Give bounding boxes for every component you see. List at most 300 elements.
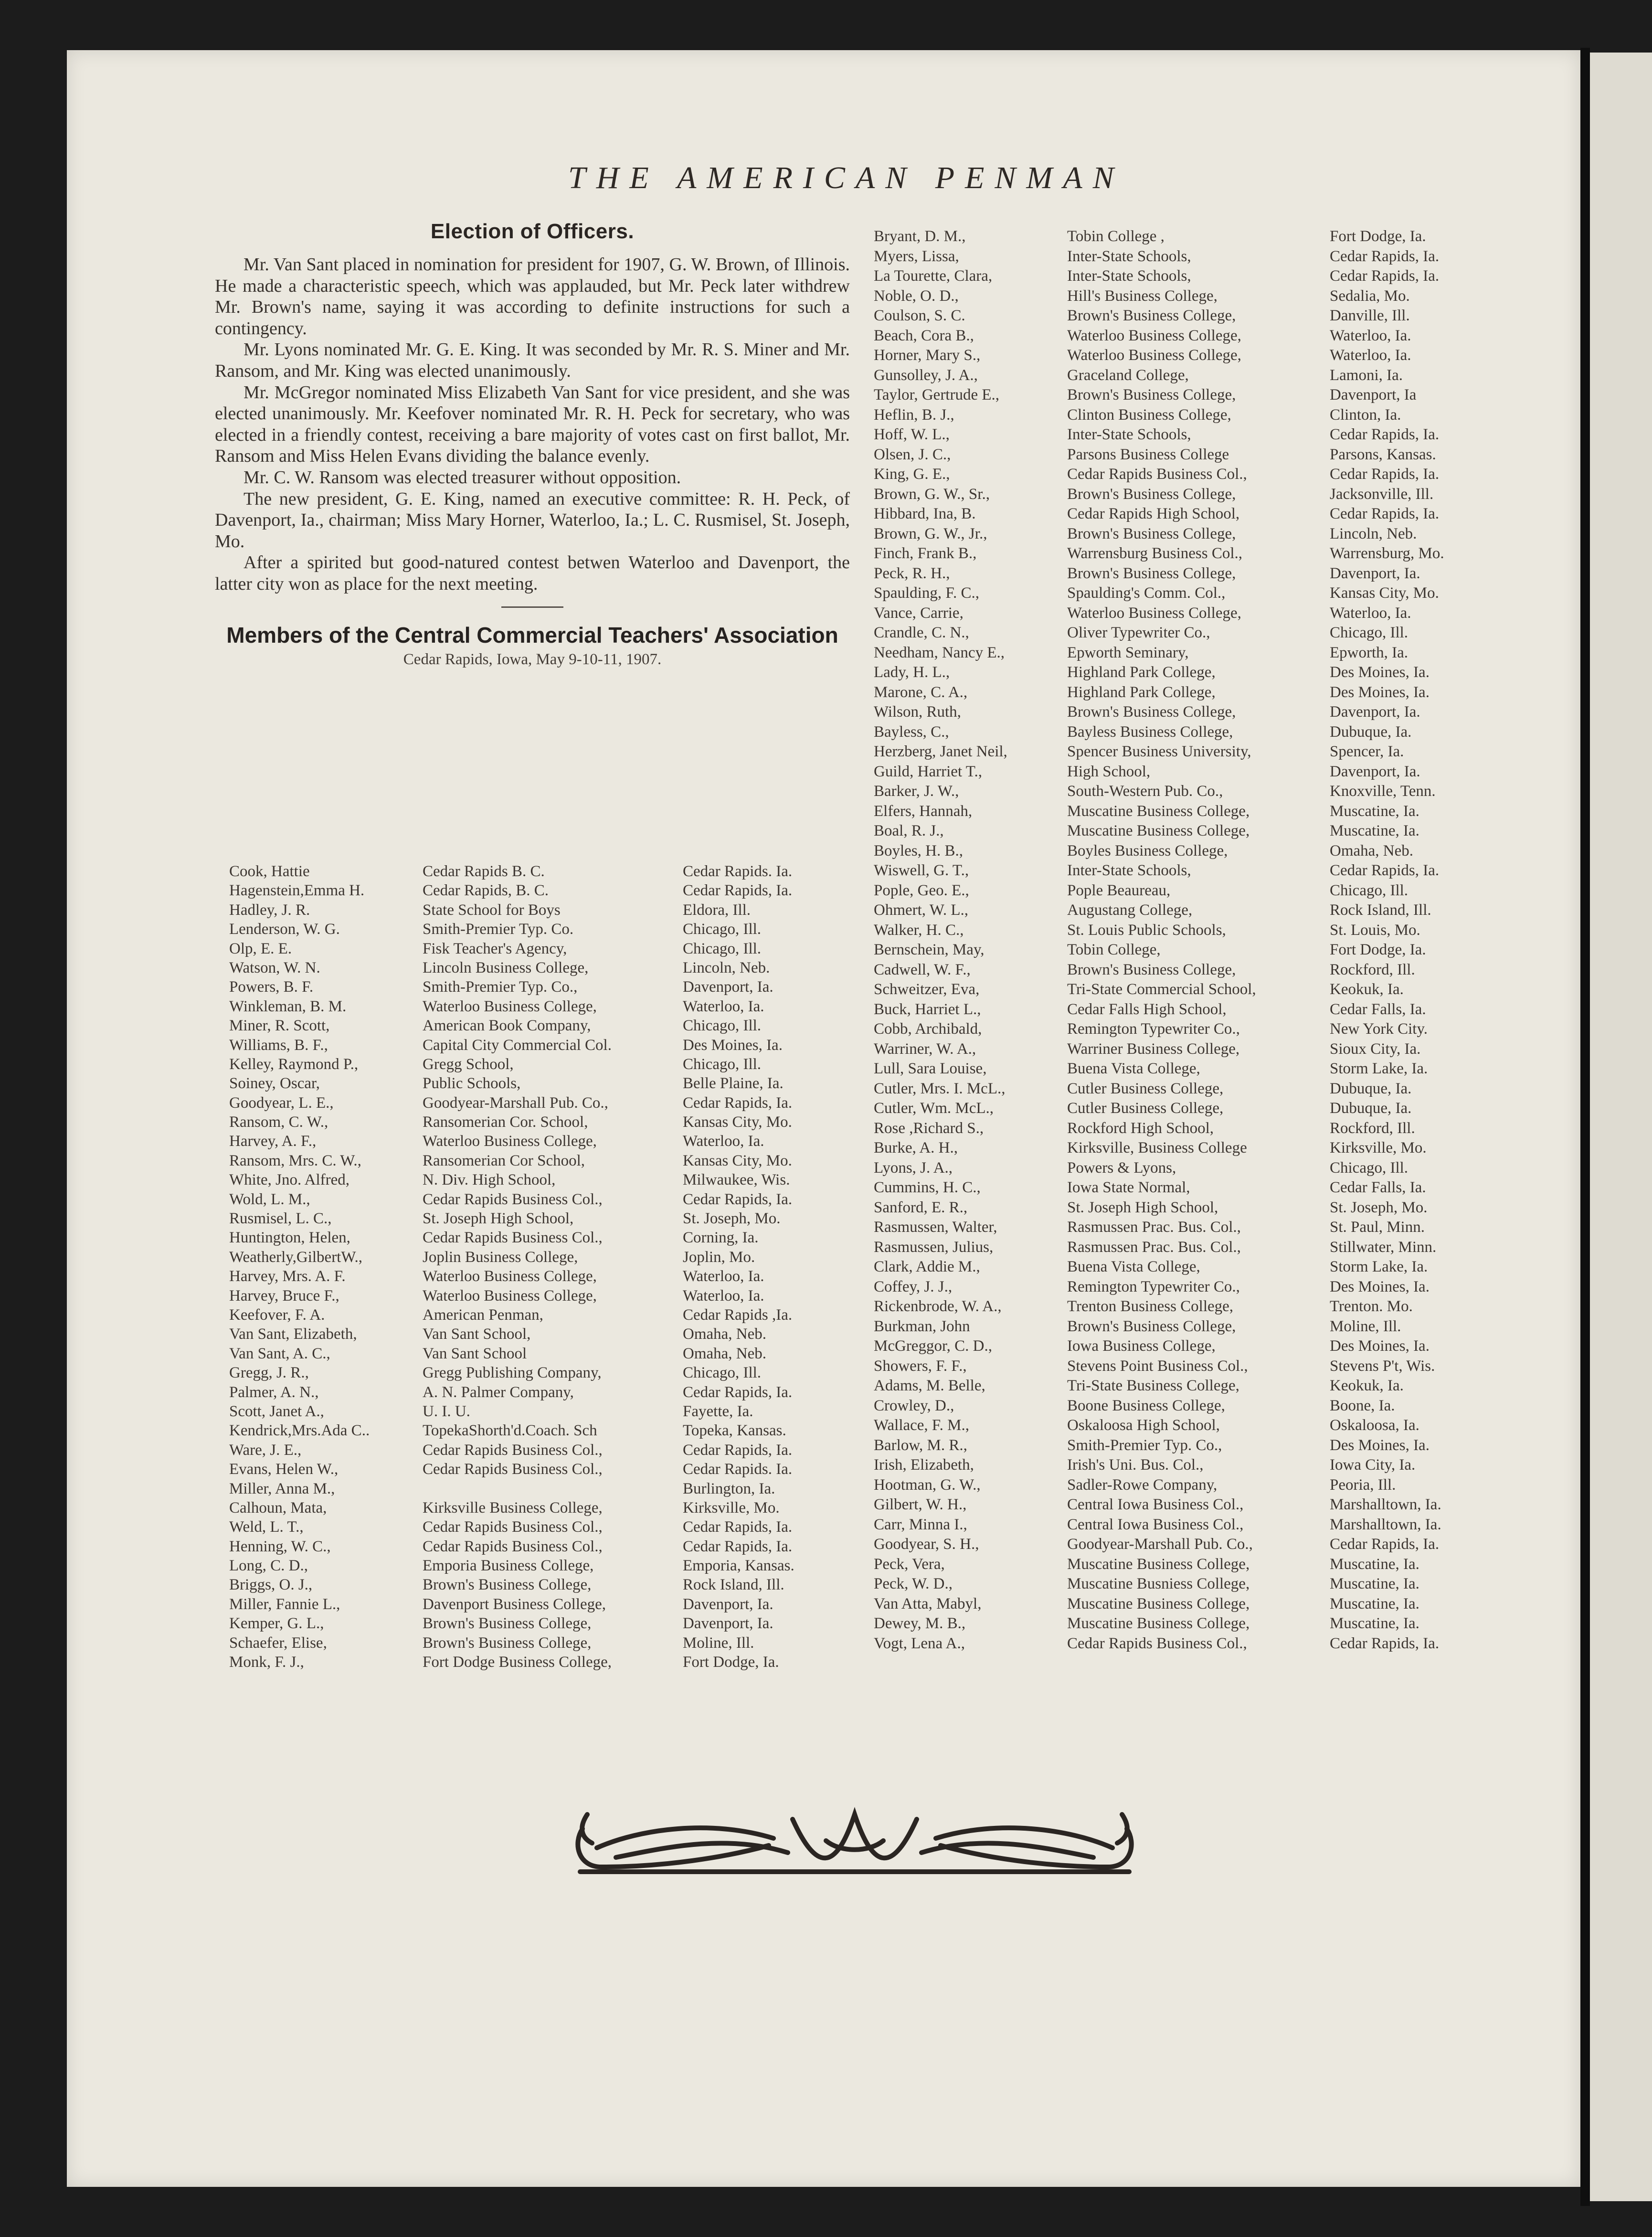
member-location: Cedar Rapids, Ia. (1330, 267, 1440, 285)
member-location: Cedar Rapids, Ia. (683, 1383, 793, 1401)
member-location: Waterloo, Ia. (1330, 327, 1411, 344)
member-name: Crowley, D., (874, 1397, 954, 1414)
member-name: Watson, W. N. (229, 959, 320, 976)
member-location: Omaha, Neb. (1330, 842, 1414, 859)
member-name: Weld, L. T., (229, 1518, 304, 1536)
member-location: Rock Island, Ill. (1330, 901, 1431, 919)
member-row (874, 504, 1490, 524)
member-row (229, 1498, 850, 1517)
member-name: Bayless, C., (874, 723, 949, 741)
member-row (229, 1248, 850, 1267)
member-row (229, 881, 850, 900)
member-name: Horner, Mary S., (874, 347, 981, 364)
member-row (229, 1151, 850, 1170)
member-institution: Waterloo Business College, (423, 997, 597, 1015)
member-name: Spaulding, F. C., (874, 584, 980, 602)
member-row (874, 544, 1490, 564)
member-row (229, 1614, 850, 1633)
member-institution: Brown's Business College, (1067, 525, 1236, 542)
member-name: Williams, B. F., (229, 1036, 328, 1054)
member-row (874, 980, 1490, 1000)
member-institution: Highland Park College, (1067, 664, 1216, 681)
member-institution: Brown's Business College, (1067, 386, 1236, 403)
member-name: Harvey, A. F., (229, 1133, 317, 1150)
member-institution: Tobin College , (1067, 228, 1165, 245)
member-row (229, 939, 850, 958)
member-location: Davenport, Ia. (1330, 703, 1420, 721)
member-row (874, 940, 1490, 960)
member-institution: Fort Dodge Business College, (423, 1654, 612, 1671)
member-name: Henning, W. C., (229, 1537, 331, 1555)
member-row (874, 1436, 1490, 1456)
member-location: Cedar Rapids, Ia. (683, 882, 793, 900)
member-institution: Tobin College, (1067, 941, 1161, 958)
members-title: Members of the Central Commercial Teachers' Association (226, 622, 838, 647)
member-location: Storm Lake, Ia. (1330, 1060, 1428, 1077)
member-name: Burke, A. H., (874, 1139, 958, 1156)
member-institution: Cutler Business College, (1067, 1080, 1224, 1097)
member-name: Carr, Minna I., (874, 1516, 967, 1533)
member-row (874, 1238, 1490, 1258)
member-name: La Tourette, Clara, (874, 267, 993, 285)
member-institution: Davenport Business College, (423, 1595, 606, 1613)
election-paragraph: Mr. Lyons nominated Mr. G. E. King. It was seconded by Mr. R. S. Miner and Mr. Ransom, and Mr. King was elected unanimously. (215, 339, 850, 381)
member-institution: Buena Vista College, (1067, 1060, 1200, 1077)
member-institution: Muscatine Business College, (1067, 1615, 1250, 1632)
member-location: Chicago, Ill. (1330, 1159, 1408, 1177)
member-location: Eldora, Ill. (683, 901, 751, 919)
member-name: Winkleman, B. M. (229, 997, 347, 1015)
member-row (874, 385, 1490, 405)
member-location: Knoxville, Tenn. (1330, 783, 1436, 800)
member-institution: Ransomerian Cor School, (423, 1152, 585, 1169)
member-name: Kemper, G. L., (229, 1615, 324, 1633)
member-location: Fayette, Ia. (683, 1402, 753, 1420)
member-row (874, 564, 1490, 584)
member-location: Waterloo, Ia. (1330, 347, 1411, 364)
member-name: Van Atta, Mabyl, (874, 1595, 982, 1612)
member-row (229, 1113, 850, 1132)
member-row (874, 663, 1490, 683)
member-row (229, 1402, 850, 1421)
member-name: Olsen, J. C., (874, 445, 951, 463)
member-location: New York City. (1330, 1020, 1428, 1038)
member-location: Cedar Rapids, Ia. (683, 1190, 793, 1208)
member-institution: Brown's Business College, (1067, 485, 1236, 503)
member-name: Bryant, D. M., (874, 228, 966, 245)
member-name: Warriner, W. A., (874, 1040, 976, 1058)
member-location: St. Louis, Mo. (1330, 921, 1420, 939)
member-row (874, 306, 1490, 326)
member-institution: Brown's Business College, (1067, 1317, 1236, 1335)
member-row (229, 958, 850, 977)
member-name: King, G. E., (874, 466, 950, 483)
member-location: Stevens P't, Wis. (1330, 1357, 1435, 1375)
member-location: Dubuque, Ia. (1330, 1100, 1412, 1117)
member-location: Cedar Rapids, Ia. (1330, 426, 1440, 443)
member-institution: Remington Typewriter Co., (1067, 1278, 1240, 1295)
member-name: Lyons, J. A., (874, 1159, 953, 1177)
member-row (874, 841, 1490, 861)
member-row (874, 247, 1490, 267)
member-name: McGreggor, C. D., (874, 1337, 992, 1355)
member-location: Peoria, Ill. (1330, 1476, 1396, 1494)
member-institution: Rasmussen Prac. Bus. Col., (1067, 1238, 1241, 1256)
member-row (874, 1455, 1490, 1475)
member-row (229, 1441, 850, 1460)
member-location: Chicago, Ill. (683, 940, 762, 957)
member-name: Miller, Fannie L., (229, 1595, 340, 1613)
member-name: Ransom, Mrs. C. W., (229, 1152, 361, 1169)
member-location: Boone, Ia. (1330, 1397, 1395, 1414)
member-name: Coulson, S. C. (874, 307, 965, 324)
member-row (874, 782, 1490, 802)
member-institution: St. Joseph High School, (423, 1210, 574, 1228)
member-institution: Lincoln Business College, (423, 959, 589, 976)
member-name: Weatherly,GilbertW., (229, 1248, 362, 1266)
members-list-left (229, 862, 850, 1672)
member-location: Sioux City, Ia. (1330, 1040, 1421, 1058)
member-row (874, 1000, 1490, 1020)
member-name: Finch, Frank B., (874, 545, 977, 562)
member-institution: Remington Typewriter Co., (1067, 1020, 1240, 1038)
member-location: Kirksville, Mo. (1330, 1139, 1427, 1156)
member-name: Showers, F. F., (874, 1357, 967, 1375)
member-institution: Gregg School, (423, 1055, 514, 1073)
member-row (874, 1475, 1490, 1495)
member-name: Beach, Cora B., (874, 327, 974, 344)
member-institution: Epworth Seminary, (1067, 644, 1189, 661)
member-name: Pople, Geo. E., (874, 881, 969, 899)
member-institution: Waterloo Business College, (1067, 347, 1241, 364)
member-row (874, 1039, 1490, 1060)
member-name: Heflin, B. J., (874, 406, 954, 424)
member-location: Fort Dodge, Ia. (683, 1654, 779, 1671)
member-row (874, 960, 1490, 980)
member-location: Joplin, Mo. (683, 1248, 755, 1266)
member-row (229, 997, 850, 1016)
member-row (229, 1421, 850, 1440)
member-institution: Muscatine Business College, (1067, 822, 1250, 839)
member-institution: Hill's Business College, (1067, 287, 1218, 305)
member-name: Barlow, M. R., (874, 1436, 967, 1454)
member-institution: South-Western Pub. Co., (1067, 783, 1223, 800)
member-location: Chicago, Ill. (1330, 624, 1408, 641)
member-institution: Waterloo Business College, (423, 1287, 597, 1304)
member-institution: State School for Boys (423, 901, 561, 919)
member-name: Elfers, Hannah, (874, 802, 973, 820)
member-name: Peck, W. D., (874, 1575, 953, 1592)
member-location: Cedar Rapids. Ia. (683, 863, 793, 880)
member-location: Marshalltown, Ia. (1330, 1496, 1441, 1513)
member-location: Cedar Rapids, Ia. (1330, 505, 1440, 522)
member-row (874, 861, 1490, 881)
member-location: Stillwater, Minn. (1330, 1238, 1437, 1256)
member-institution: Cedar Falls High School, (1067, 1000, 1227, 1018)
member-location: Chicago, Ill. (683, 1017, 762, 1035)
member-row (874, 1357, 1490, 1377)
member-name: Huntington, Helen, (229, 1229, 350, 1247)
member-institution: Bayless Business College, (1067, 723, 1233, 741)
member-name: Rasmussen, Julius, (874, 1238, 994, 1256)
member-row (229, 1556, 850, 1575)
member-location: Waterloo, Ia. (1330, 604, 1411, 622)
member-location: Danville, Ill. (1330, 307, 1410, 324)
member-institution: Buena Vista College, (1067, 1258, 1200, 1275)
member-institution: TopekaShorth'd.Coach. Sch (423, 1422, 597, 1440)
member-location: Corning, Ia. (683, 1229, 759, 1247)
member-name: Powers, B. F. (229, 978, 314, 996)
member-name: Cummins, H. C., (874, 1179, 981, 1196)
member-institution: Kirksville, Business College (1067, 1139, 1247, 1156)
member-row (874, 1376, 1490, 1396)
member-location: Davenport, Ia. (683, 978, 773, 996)
member-name: Keefover, F. A. (229, 1306, 325, 1324)
member-institution: Augustang College, (1067, 901, 1193, 919)
member-institution: Inter-State Schools, (1067, 426, 1191, 443)
member-row (874, 445, 1490, 465)
member-row (229, 977, 850, 997)
member-location: Des Moines, Ia. (1330, 1436, 1430, 1454)
member-institution: St. Louis Public Schools, (1067, 921, 1226, 939)
member-row (874, 1297, 1490, 1317)
member-location: Dubuque, Ia. (1330, 1080, 1412, 1097)
member-row (229, 1190, 850, 1209)
member-location: Muscatine, Ia. (1330, 822, 1419, 839)
member-location: Rockford, Ill. (1330, 961, 1415, 978)
member-institution: Brown's Business College, (423, 1615, 592, 1633)
member-row (229, 1267, 850, 1286)
member-name: Hootman, G. W., (874, 1476, 981, 1494)
member-row (874, 1336, 1490, 1357)
member-location: Chicago, Ill. (1330, 881, 1408, 899)
member-institution: Cedar Rapids B. C. (423, 863, 545, 880)
member-name: Calhoun, Mata, (229, 1499, 327, 1516)
member-location: Waterloo, Ia. (683, 1287, 764, 1304)
member-name: Cutler, Wm. McL., (874, 1100, 994, 1117)
member-location: Cedar Rapids. Ia. (683, 1461, 793, 1478)
member-location: Belle Plaine, Ia. (683, 1075, 784, 1092)
member-name: Noble, O. D., (874, 287, 959, 305)
member-name: Herzberg, Janet Neil, (874, 743, 1007, 760)
member-row (874, 604, 1490, 624)
member-location: Fort Dodge, Ia. (1330, 228, 1426, 245)
member-name: Coffey, J. J., (874, 1278, 953, 1295)
member-row (229, 1036, 850, 1055)
member-location: Cedar Rapids, Ia. (1330, 247, 1440, 265)
member-location: Kansas City, Mo. (683, 1152, 792, 1169)
member-name: Hibbard, Ina, B. (874, 505, 976, 522)
member-institution: Brown's Business College, (423, 1634, 592, 1652)
member-location: Des Moines, Ia. (1330, 683, 1430, 701)
member-name: Lady, H. L., (874, 664, 950, 681)
member-institution: Brown's Business College, (1067, 564, 1236, 582)
member-location: Kansas City, Mo. (1330, 584, 1439, 602)
member-location: Cedar Falls, Ia. (1330, 1179, 1426, 1196)
member-institution: Oliver Typewriter Co., (1067, 624, 1210, 641)
member-institution: Public Schools, (423, 1075, 521, 1092)
member-institution: Brown's Business College, (1067, 961, 1236, 978)
member-row (874, 326, 1490, 346)
member-location: Lincoln, Neb. (1330, 525, 1417, 542)
member-institution: Cedar Rapids Business Col., (423, 1518, 603, 1536)
member-location: Topeka, Kansas. (683, 1422, 786, 1440)
member-row (229, 1344, 850, 1363)
member-institution: Cedar Rapids Business Col., (423, 1190, 603, 1208)
member-institution: Muscatine Business College, (1067, 802, 1250, 820)
member-name: Vogt, Lena A., (874, 1634, 965, 1652)
member-row (229, 1305, 850, 1325)
member-name: Harvey, Bruce F., (229, 1287, 339, 1304)
member-row (229, 1055, 850, 1074)
member-location: Storm Lake, Ia. (1330, 1258, 1428, 1275)
member-name: Harvey, Mrs. A. F. (229, 1268, 346, 1285)
member-location: St. Joseph, Mo. (683, 1210, 781, 1228)
member-row (874, 1158, 1490, 1178)
member-row (229, 1074, 850, 1093)
member-row (229, 1537, 850, 1556)
member-location: St. Paul, Minn. (1330, 1219, 1425, 1236)
member-institution: Waterloo Business College, (423, 1268, 597, 1285)
election-paragraph: The new president, G. E. King, named an executive committee: R. H. Peck, of Davenport, Ia., chairman; Miss Mary Horner, Waterloo, Ia.; L. C. Rusmisel, St. Joseph, Mo. (215, 488, 850, 551)
member-name: Ransom, C. W., (229, 1113, 328, 1131)
member-location: Oskaloosa, Ia. (1330, 1417, 1419, 1434)
member-name: Palmer, A. N., (229, 1383, 319, 1401)
member-name: Hoff, W. L., (874, 426, 950, 443)
member-location: Clinton, Ia. (1330, 406, 1401, 424)
member-row (874, 1218, 1490, 1238)
member-institution: Goodyear-Marshall Pub. Co., (1067, 1536, 1253, 1553)
member-institution: Spaulding's Comm. Col., (1067, 584, 1226, 602)
member-name: Cutler, Mrs. I. McL., (874, 1080, 1006, 1097)
member-row (229, 1363, 850, 1382)
member-location: Lamoni, Ia. (1330, 366, 1403, 384)
member-institution: Inter-State Schools, (1067, 247, 1191, 265)
member-name: Miner, R. Scott, (229, 1017, 330, 1035)
member-institution: Cedar Rapids Business Col., (1067, 1634, 1247, 1652)
member-row (874, 1495, 1490, 1515)
member-name: Myers, Lissa, (874, 247, 959, 265)
member-location: Rock Island, Ill. (683, 1576, 784, 1594)
member-name: Vance, Carrie, (874, 604, 964, 622)
member-location: Omaha, Neb. (683, 1345, 767, 1362)
member-institution: Muscatine Business College, (1067, 1595, 1250, 1612)
member-row (874, 1099, 1490, 1119)
member-institution: Cutler Business College, (1067, 1100, 1224, 1117)
member-institution: Clinton Business College, (1067, 406, 1231, 424)
member-name: Peck, Vera, (874, 1555, 945, 1573)
member-institution: Emporia Business College, (423, 1557, 594, 1575)
member-institution: A. N. Palmer Company, (423, 1383, 574, 1401)
member-institution: Cedar Rapids Business Col., (423, 1461, 603, 1478)
member-location: Emporia, Kansas. (683, 1557, 794, 1575)
member-row (229, 901, 850, 920)
member-row (229, 1016, 850, 1035)
member-institution: Sadler-Rowe Company, (1067, 1476, 1218, 1494)
member-row (874, 1574, 1490, 1594)
member-location: Iowa City, Ia. (1330, 1456, 1416, 1474)
member-row (229, 1517, 850, 1537)
adjacent-page-edge (1590, 53, 1652, 2201)
member-institution: American Penman, (423, 1306, 543, 1324)
member-name: Boyles, H. B., (874, 842, 964, 859)
member-institution: Cedar Rapids High School, (1067, 505, 1240, 522)
member-name: Wiswell, G. T., (874, 862, 969, 879)
member-name: Brown, G. W., Jr., (874, 525, 987, 542)
member-institution: Powers & Lyons, (1067, 1159, 1176, 1177)
member-institution: Brown's Business College, (423, 1576, 592, 1594)
member-name: Ohmert, W. L., (874, 901, 968, 919)
member-location: Waterloo, Ia. (683, 1133, 764, 1150)
member-row (874, 643, 1490, 663)
member-location: Moline, Ill. (683, 1634, 754, 1652)
member-name: Cobb, Archibald, (874, 1020, 982, 1038)
member-institution: N. Div. High School, (423, 1171, 556, 1189)
running-head: THE AMERICAN PENMAN (568, 160, 1124, 195)
member-location: Parsons, Kansas. (1330, 445, 1436, 463)
member-name: Lull, Sara Louise, (874, 1060, 987, 1077)
section-divider (501, 606, 563, 608)
member-location: Cedar Rapids, Ia. (683, 1441, 793, 1459)
member-location: Cedar Rapids, Ia. (1330, 466, 1440, 483)
member-name: Hagenstein,Emma H. (229, 882, 365, 900)
member-name: Schaefer, Elise, (229, 1634, 327, 1652)
member-name: Gregg, J. R., (229, 1364, 309, 1382)
member-name: Hadley, J. R. (229, 901, 310, 919)
member-institution: Brown's Business College, (1067, 703, 1236, 721)
member-name: Rickenbrode, W. A., (874, 1298, 1002, 1315)
members-subtitle: Cedar Rapids, Iowa, May 9-10-11, 1907. (403, 650, 662, 668)
member-row (874, 1178, 1490, 1198)
member-location: Burlington, Ia. (683, 1480, 775, 1497)
member-location: Cedar Rapids, Ia. (683, 1537, 793, 1555)
member-location: Chicago, Ill. (683, 1364, 762, 1382)
member-name: Monk, F. J., (229, 1654, 304, 1671)
member-location: Cedar Rapids, Ia. (683, 1094, 793, 1112)
member-name: Miller, Anna M., (229, 1480, 335, 1497)
member-name: Lenderson, W. G. (229, 921, 340, 938)
member-location: Cedar Rapids, Ia. (1330, 1536, 1440, 1553)
member-location: Trenton. Mo. (1330, 1298, 1413, 1315)
member-name: Evans, Helen W., (229, 1461, 339, 1478)
member-name: Cook, Hattie (229, 863, 310, 880)
member-name: Buck, Harriet L., (874, 1000, 981, 1018)
member-institution: Muscatine Busniess College, (1067, 1575, 1250, 1592)
member-row (874, 881, 1490, 901)
member-name: Kendrick,Mrs.Ada C.. (229, 1422, 370, 1440)
member-location: Davenport, Ia. (683, 1595, 773, 1613)
member-location: St. Joseph, Mo. (1330, 1198, 1428, 1216)
member-row (874, 1634, 1490, 1654)
member-row (874, 901, 1490, 921)
member-institution: Central Iowa Business Col., (1067, 1496, 1244, 1513)
member-location: Milwaukee, Wis. (683, 1171, 790, 1189)
page-gutter (1580, 48, 1590, 2206)
member-location: Rockford, Ill. (1330, 1119, 1415, 1137)
member-institution: Inter-State Schools, (1067, 862, 1191, 879)
member-location: Chicago, Ill. (683, 921, 762, 938)
member-name: Adams, M. Belle, (874, 1377, 985, 1394)
member-location: Spencer, Ia. (1330, 743, 1404, 760)
member-row (874, 425, 1490, 445)
member-name: Marone, C. A., (874, 683, 968, 701)
member-row (874, 1138, 1490, 1158)
member-row (874, 1198, 1490, 1218)
member-row (874, 485, 1490, 505)
member-institution: Smith-Premier Typ. Co., (423, 978, 578, 996)
election-paragraph: After a spirited but good-natured contest betwen Waterloo and Davenport, the latter city won as place for the next meeting. (215, 552, 850, 594)
member-name: Walker, H. C., (874, 921, 964, 939)
